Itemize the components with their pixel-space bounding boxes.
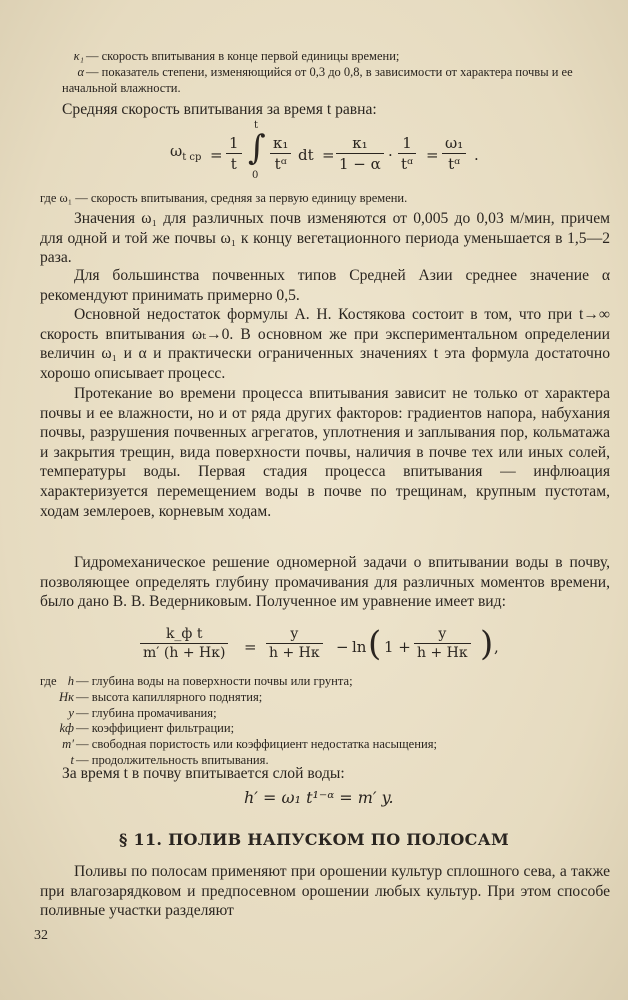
f1-frac-w1-ta: $\frac{\text{ω₁}}{\text{tᵅ}}$ (442, 134, 466, 173)
paragraph-1: Значения ω₁ для различных почв изменяются от 0,005 до 0,03 м/мин, причем для одной и той же почвы ω₁ к концу вегетационного периода уменьшается в 1,5—2 раза. (40, 210, 610, 267)
f2-frac-2: y h + Hк (266, 626, 323, 661)
paragraph-last: Поливы по полосам применяют при орошении культур сплошного сева, а также при влагозарядковом и предпосевном орошении любых культур. При этом способе поливные участки разделяют (40, 863, 610, 920)
def-text: — скорость впитывания в конце первой единицы времени; (86, 49, 400, 63)
page-number: 32 (34, 928, 48, 943)
integral-sign: ∫ (248, 128, 266, 168)
f2-frac-3: y h + Hк (414, 626, 471, 661)
def-row: t — продолжительность впитывания. (70, 752, 269, 767)
def-row: где h — глубина воды на поверхности почвы или грунта; (40, 674, 353, 688)
f1-frac-k1-ta: $\frac{\text{κ₁}}{\text{tᵅ}}$ (270, 134, 291, 173)
f1-dot: · (388, 146, 393, 164)
f1-frac-k1-1a: $\frac{\text{κ₁}}{1 - \alpha}$ (336, 134, 384, 173)
layer-intro: За время t в почву впитывается слой воды: (62, 765, 345, 782)
f2-comma: , (494, 638, 499, 656)
f1-int-lower: 0 (252, 170, 259, 181)
section-heading: § 11. ПОЛИВ НАПУСКОМ ПО ПОЛОСАМ (118, 830, 510, 849)
f2-frac-1: k_ф t m′ (h + Hк) (140, 626, 228, 661)
def-text: — показатель степени, изменяющийся от 0,3 до 0,8, в зависимости от характера почвы и ее начальной влажности. (62, 65, 573, 95)
avg-speed-intro: Средняя скорость впитывания за время t равна: (62, 101, 377, 118)
f1-frac-1-ta: $\frac{1}{\text{tᵅ}}$ (398, 134, 416, 173)
f2-paren-close: ) (480, 624, 494, 664)
paragraph-5: Гидромеханическое решение одномерной задачи о впитывании воды в почву, позволяющее определять глубину промачивания для различных моментов времени, было дано В. В. Ведерниковым. Полученное им уравнение имеет вид: (40, 554, 610, 611)
def-alpha (62, 65, 610, 96)
def-row: y — глубина промачивания; (68, 705, 217, 720)
def-symbol: α (77, 65, 84, 79)
def-row: m′ — свободная пористость или коэффициент недостатка насыщения; (62, 737, 438, 752)
f2-paren-open: ( (368, 624, 382, 664)
f1-dt: dt (298, 146, 314, 164)
f1-lhs: ω (170, 142, 183, 160)
f2-ln: ln (352, 638, 367, 656)
f2-minus: − (336, 638, 349, 656)
paragraph-3: Основной недостаток формулы А. Н. Костякова состоит в том, что при t→∞ скорость впитывания ωₜ→0. В основном же при экспериментальном определении величин ω₁ и α и практически ограниченных значениях t эта формула достаточно хорошо описывает процесс. (40, 306, 610, 382)
formula-vedernikov (140, 624, 510, 674)
f1-frac-1t: $\frac{1}{t}$ (226, 134, 242, 173)
formula-avg-speed (170, 120, 490, 186)
formula-layer: h′ = ω₁ t¹⁻ᵅ = m′ y. (244, 788, 394, 807)
defs-formula2 (40, 674, 600, 769)
paragraph-4: Протекание во времени процесса впитывания зависит не только от характера почвы и ее влажности, но и от ряда других факторов: градиентов напора, набухания почвы, разрушения почвенных агрегатов, уплотнения и заплывания пор, кольматажа и закрытия трещин, вида поверхности почвы, наличия в почве тех или иных солей, температуры воды. Первая стадия процесса впитывания — инфлюация характеризуется перемещением воды в почве по трещинам, крупным пустотам, ходам землероев, корневым ходам. (40, 385, 610, 520)
def-row: Hк — высота капиллярного поднятия; (59, 689, 263, 704)
f1-period: . (474, 146, 479, 164)
def-row: kф — коэффициент фильтрации; (59, 721, 235, 736)
def-symbol: κ₁ (73, 49, 84, 63)
f1-eq3: = (426, 146, 439, 164)
f1-lhs-sub: t ср (182, 152, 202, 163)
f2-eq: = (244, 638, 257, 656)
paragraph-2: Для большинства почвенных типов Средней Азии среднее значение α рекомендуют принимать примерно 0,5. (40, 267, 610, 304)
def-w1: где ω₁ — скорость впитывания, средняя за первую единицу времени. (40, 191, 408, 205)
f1-eq2: = (322, 146, 335, 164)
f1-eq1: = (210, 146, 223, 164)
def-k1 (62, 49, 610, 65)
f1-int-upper: t (254, 120, 259, 131)
f2-one-plus: 1 + (384, 638, 411, 656)
